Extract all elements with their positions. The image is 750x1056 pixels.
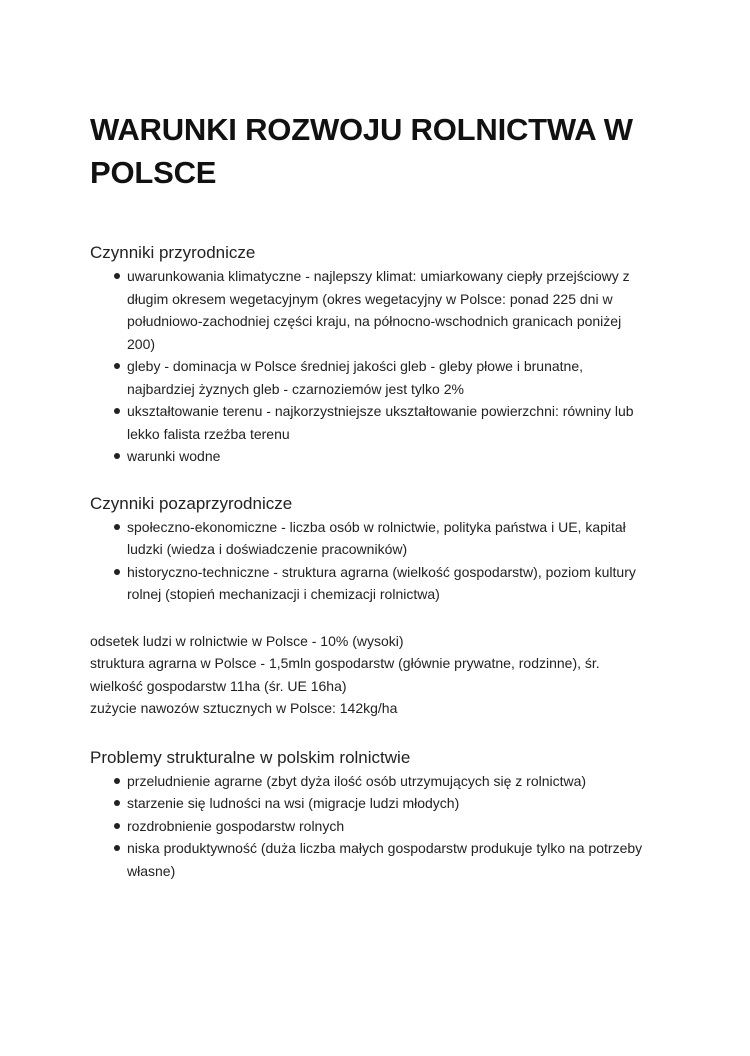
bullet-icon [114,524,120,530]
section-structural-problems [90,746,650,883]
section-natural-factors [90,241,650,468]
bullet-icon [114,823,120,829]
list-item-text: uwarunkowania klimatyczne - najlepszy klimat: umiarkowany ciepły przejściowy z długim okresem wegetacyjnym (okres wegetacyjny w Polsce: ponad 225 dni w południowo-zachodniej części kraju, na północno-wschodnich granicach poniżej 200) [127,268,630,352]
section-heading: Problemy strukturalne w polskim rolnictwie [90,747,411,767]
facts-block [90,630,650,720]
list-item [90,815,650,838]
list-item [90,516,650,561]
list-item [90,837,650,882]
list-item [90,265,650,355]
list-item [90,770,650,793]
list-item-text: gleby - dominacja w Polsce średniej jakości gleb - gleby płowe i brunatne, najbardziej żyznych gleb - czarnoziemów jest tylko 2% [127,358,584,397]
bullet-icon [114,363,120,369]
section-heading: Czynniki przyrodnicze [90,243,256,262]
section-heading: Czynniki pozaprzyrodnicze [90,493,293,513]
document-title: WARUNKI ROZWOJU ROLNICTWA W POLSCE [90,112,633,190]
list-item [90,792,650,815]
list-item [90,355,650,400]
list-item [90,445,650,468]
bullet-icon [114,778,120,784]
list-item-text: starzenie się ludności na wsi (migracje ludzi młodych) [127,795,460,811]
list-item-text: niska produktywność (duża liczba małych gospodarstw produkuje tylko na potrzeby własne) [127,840,643,879]
bullet-icon [114,408,120,414]
list-item-text: rozdrobnienie gospodarstw rolnych [127,817,345,834]
bullet-icon [114,273,120,279]
list-item [90,561,650,606]
list-item-text: ukształtowanie terenu - najkorzystniejsze ukształtowanie powierzchni: równiny lub lekko falista rzeźba terenu [127,403,634,442]
section-non-natural-factors [90,492,650,606]
list-item-text: historyczno-techniczne - struktura agrarna (wielkość gospodarstw), poziom kultury rolnej (stopień mechanizacji i chemizacji rolnictwa) [127,563,636,602]
document-page [90,108,650,882]
fact-line: struktura agrarna w Polsce - 1,5mln gospodarstw (głównie prywatne, rodzinne), śr. wielkość gospodarstw 11ha (śr. UE 16ha) [90,655,600,694]
bullet-icon [114,569,120,575]
bullet-list [90,770,650,883]
fact-line: zużycie nawozów sztucznych w Polsce: 142kg/ha [90,700,398,716]
list-item-text: społeczno-ekonomiczne - liczba osób w rolnictwie, polityka państwa i UE, kapitał ludzki (wiedza i doświadczenie pracowników) [127,518,626,557]
bullet-icon [114,453,120,459]
bullet-icon [114,800,120,806]
list-item-text: przeludnienie agrarne (zbyt dyża ilość osób utrzymujących się z rolnictwa) [127,772,587,789]
bullet-list [90,516,650,606]
bullet-icon [114,845,120,851]
fact-line: odsetek ludzi w rolnictwie w Polsce - 10% (wysoki) [90,632,404,649]
list-item-text: warunki wodne [127,448,221,464]
list-item [90,400,650,445]
bullet-list [90,265,650,468]
